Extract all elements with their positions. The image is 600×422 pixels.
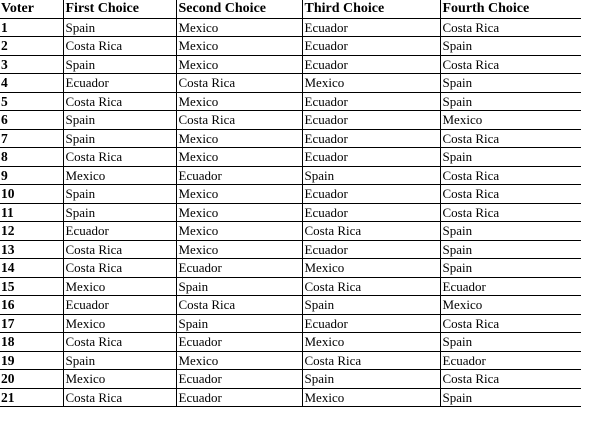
fourth-choice-cell: Spain (440, 259, 581, 278)
table-row (0, 129, 581, 148)
third-choice-cell: Costa Rica (302, 351, 440, 370)
first-choice-cell: Costa Rica (63, 148, 176, 167)
fourth-choice-cell: Costa Rica (440, 185, 581, 204)
second-choice-cell: Mexico (176, 55, 302, 74)
fourth-choice-cell: Mexico (440, 111, 581, 130)
second-choice-cell: Mexico (176, 222, 302, 241)
voter-number-cell: 13 (0, 240, 63, 259)
fourth-choice-cell: Spain (440, 148, 581, 167)
voter-number-cell: 5 (0, 92, 63, 111)
voter-number-cell: 10 (0, 185, 63, 204)
third-choice-cell: Ecuador (302, 314, 440, 333)
fourth-choice-cell: Costa Rica (440, 370, 581, 389)
second-choice-cell: Costa Rica (176, 74, 302, 93)
first-choice-cell: Ecuador (63, 296, 176, 315)
fourth-choice-cell: Costa Rica (440, 203, 581, 222)
header-second-choice: Second Choice (176, 0, 302, 18)
header-first-choice: First Choice (63, 0, 176, 18)
voter-number-cell: 2 (0, 37, 63, 56)
table-body (0, 18, 581, 407)
voter-number-cell: 1 (0, 18, 63, 37)
third-choice-cell: Mexico (302, 388, 440, 407)
header-voter: Voter (0, 0, 63, 18)
voter-number-cell: 16 (0, 296, 63, 315)
table-row (0, 277, 581, 296)
table-row (0, 55, 581, 74)
first-choice-cell: Spain (63, 351, 176, 370)
third-choice-cell: Spain (302, 166, 440, 185)
third-choice-cell: Costa Rica (302, 222, 440, 241)
second-choice-cell: Spain (176, 314, 302, 333)
first-choice-cell: Ecuador (63, 74, 176, 93)
voter-number-cell: 3 (0, 55, 63, 74)
second-choice-cell: Mexico (176, 351, 302, 370)
first-choice-cell: Costa Rica (63, 240, 176, 259)
second-choice-cell: Ecuador (176, 388, 302, 407)
voter-number-cell: 7 (0, 129, 63, 148)
first-choice-cell: Spain (63, 203, 176, 222)
header-fourth-choice: Fourth Choice (440, 0, 581, 18)
table-row (0, 351, 581, 370)
table-row (0, 74, 581, 93)
fourth-choice-cell: Spain (440, 240, 581, 259)
second-choice-cell: Costa Rica (176, 111, 302, 130)
header-third-choice: Third Choice (302, 0, 440, 18)
third-choice-cell: Mexico (302, 259, 440, 278)
third-choice-cell: Ecuador (302, 55, 440, 74)
second-choice-cell: Mexico (176, 92, 302, 111)
fourth-choice-cell: Ecuador (440, 351, 581, 370)
fourth-choice-cell: Spain (440, 222, 581, 241)
fourth-choice-cell: Spain (440, 333, 581, 352)
second-choice-cell: Mexico (176, 37, 302, 56)
first-choice-cell: Costa Rica (63, 37, 176, 56)
table-row (0, 314, 581, 333)
third-choice-cell: Ecuador (302, 240, 440, 259)
voter-number-cell: 4 (0, 74, 63, 93)
second-choice-cell: Ecuador (176, 166, 302, 185)
fourth-choice-cell: Spain (440, 37, 581, 56)
first-choice-cell: Costa Rica (63, 388, 176, 407)
second-choice-cell: Mexico (176, 129, 302, 148)
fourth-choice-cell: Mexico (440, 296, 581, 315)
first-choice-cell: Costa Rica (63, 92, 176, 111)
table-row (0, 388, 581, 407)
third-choice-cell: Ecuador (302, 18, 440, 37)
table-row (0, 111, 581, 130)
second-choice-cell: Costa Rica (176, 296, 302, 315)
table-row (0, 92, 581, 111)
second-choice-cell: Ecuador (176, 370, 302, 389)
table-row (0, 222, 581, 241)
table-row (0, 37, 581, 56)
second-choice-cell: Mexico (176, 185, 302, 204)
first-choice-cell: Costa Rica (63, 259, 176, 278)
fourth-choice-cell: Spain (440, 74, 581, 93)
first-choice-cell: Spain (63, 111, 176, 130)
fourth-choice-cell: Costa Rica (440, 314, 581, 333)
fourth-choice-cell: Costa Rica (440, 55, 581, 74)
voter-number-cell: 18 (0, 333, 63, 352)
voter-number-cell: 12 (0, 222, 63, 241)
fourth-choice-cell: Costa Rica (440, 129, 581, 148)
voter-number-cell: 20 (0, 370, 63, 389)
first-choice-cell: Spain (63, 129, 176, 148)
voter-number-cell: 11 (0, 203, 63, 222)
second-choice-cell: Ecuador (176, 333, 302, 352)
fourth-choice-cell: Spain (440, 388, 581, 407)
fourth-choice-cell: Costa Rica (440, 18, 581, 37)
fourth-choice-cell: Ecuador (440, 277, 581, 296)
first-choice-cell: Mexico (63, 277, 176, 296)
fourth-choice-cell: Spain (440, 92, 581, 111)
third-choice-cell: Ecuador (302, 111, 440, 130)
voter-number-cell: 19 (0, 351, 63, 370)
table-row (0, 18, 581, 37)
table-row (0, 296, 581, 315)
second-choice-cell: Mexico (176, 18, 302, 37)
third-choice-cell: Ecuador (302, 148, 440, 167)
third-choice-cell: Mexico (302, 333, 440, 352)
table-row (0, 370, 581, 389)
first-choice-cell: Costa Rica (63, 333, 176, 352)
third-choice-cell: Ecuador (302, 203, 440, 222)
table-row (0, 166, 581, 185)
first-choice-cell: Spain (63, 18, 176, 37)
table-row (0, 203, 581, 222)
third-choice-cell: Ecuador (302, 92, 440, 111)
third-choice-cell: Spain (302, 370, 440, 389)
first-choice-cell: Spain (63, 55, 176, 74)
second-choice-cell: Mexico (176, 240, 302, 259)
third-choice-cell: Ecuador (302, 129, 440, 148)
fourth-choice-cell: Costa Rica (440, 166, 581, 185)
third-choice-cell: Ecuador (302, 185, 440, 204)
table-row (0, 333, 581, 352)
first-choice-cell: Mexico (63, 370, 176, 389)
second-choice-cell: Mexico (176, 203, 302, 222)
voter-number-cell: 21 (0, 388, 63, 407)
first-choice-cell: Mexico (63, 314, 176, 333)
voter-number-cell: 17 (0, 314, 63, 333)
first-choice-cell: Ecuador (63, 222, 176, 241)
first-choice-cell: Spain (63, 185, 176, 204)
voter-number-cell: 15 (0, 277, 63, 296)
table-row (0, 185, 581, 204)
table-row (0, 240, 581, 259)
table-row (0, 259, 581, 278)
voter-number-cell: 9 (0, 166, 63, 185)
voter-number-cell: 6 (0, 111, 63, 130)
third-choice-cell: Spain (302, 296, 440, 315)
second-choice-cell: Spain (176, 277, 302, 296)
third-choice-cell: Costa Rica (302, 277, 440, 296)
header-row (0, 0, 581, 18)
voter-number-cell: 14 (0, 259, 63, 278)
third-choice-cell: Mexico (302, 74, 440, 93)
first-choice-cell: Mexico (63, 166, 176, 185)
third-choice-cell: Ecuador (302, 37, 440, 56)
second-choice-cell: Mexico (176, 148, 302, 167)
second-choice-cell: Ecuador (176, 259, 302, 278)
voter-number-cell: 8 (0, 148, 63, 167)
table-row (0, 148, 581, 167)
